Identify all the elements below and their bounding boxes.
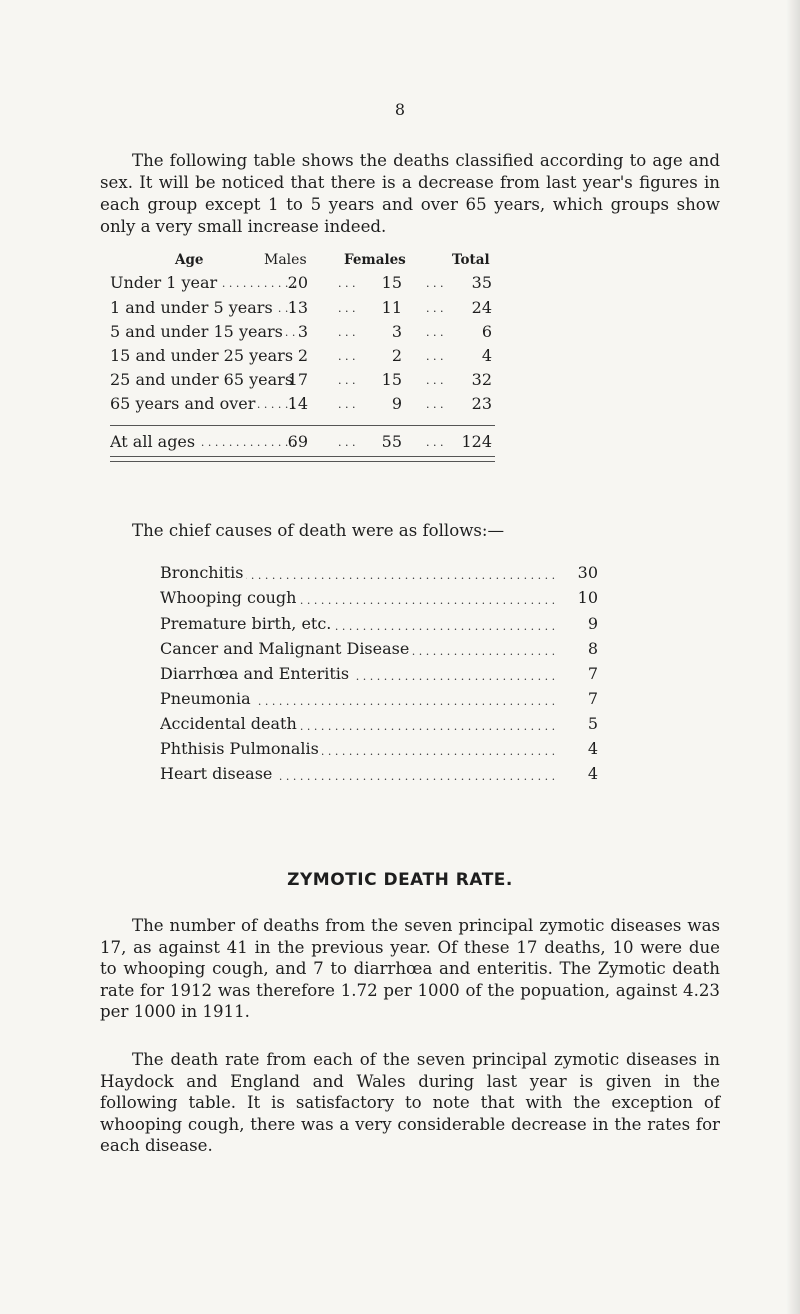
cause-name: Cancer and Malignant Disease . . . [160,639,560,658]
leader-dots: . . . [426,302,444,315]
zymotic-paragraph-1: The number of deaths from the seven principal zymotic diseases was 17, as against 41 in the previous year. Of these 17 deaths, 10 were due to whooping cough, and 7 to diarrhœa and enteritis. The Zymotic death rate for 1912 was therefore 1.72 per 1000 of the popuation, against 4.23 per 1000 in 1911. [100,916,720,1021]
table-row [0,273,800,295]
cause-count: 8 [558,639,598,658]
page-edge-shadow [786,0,800,1314]
leader-dots: . . . [338,277,356,290]
age-label: At all ages . . . [110,432,300,451]
leader-dots: . . . [426,350,444,363]
cause-count: 10 [558,588,598,607]
section-heading: ZYMOTIC DEATH RATE. [287,870,513,890]
males-value: 3 [297,322,308,341]
total-value: 35 [471,273,492,292]
age-label: 15 and under 25 years . . . [110,346,300,365]
females-value: 15 [381,273,402,292]
males-value: 20 [287,273,308,292]
grand-total: 124 [461,432,492,451]
leader-dots: . . . [338,302,356,315]
leader-dots: . . . [338,374,356,387]
list-item [160,764,598,789]
leader-dots: . . . [426,326,444,339]
table-row [0,394,800,416]
males-value: 13 [287,298,308,317]
table-row [0,370,800,392]
cause-name: Premature birth, etc. . . . [160,614,560,633]
cause-name: Heart disease . . . [160,764,560,783]
table-total-row [0,432,800,454]
females-value: 11 [381,298,402,317]
table-row [0,298,800,320]
cause-count: 7 [558,664,598,683]
males-value: 14 [287,394,308,413]
list-item [160,563,598,588]
leader-dots: . . . [338,326,356,339]
header-males: Males [264,252,307,268]
leader-dots: . . . [426,374,444,387]
cause-count: 9 [558,614,598,633]
causes-intro: The chief causes of death were as follows:— [132,521,505,540]
list-item [160,714,598,739]
total-value: 4 [481,346,492,365]
cause-name: Accidental death . . . [160,714,560,733]
total-value: 23 [471,394,492,413]
cause-count: 4 [558,739,598,758]
list-item [160,689,598,714]
age-label: Under 1 year . . . [110,273,300,292]
leader-dots: . . . [426,277,444,290]
age-label: 1 and under 5 years . . . [110,298,300,317]
zymotic-paragraph-2: The death rate from each of the seven principal zymotic diseases in Haydock and England and Wales during last year is given in the following table. It is satisfactory to note that with the exception of whooping cough, there was a very considerable decrease in the rates for each disease. [100,1050,720,1155]
females-value: 3 [391,322,402,341]
females-value: 9 [391,394,402,413]
header-females: Females [344,252,406,268]
leader-dots: . . . [426,436,444,449]
males-value: 2 [297,346,308,365]
cause-name: Phthisis Pulmonalis . . . [160,739,560,758]
header-age: Age [175,252,204,268]
intro-paragraph: The following table shows the deaths classified according to age and sex. It will be noticed that there is a decrease from last year's figures in each group except 1 to 5 years and over 65 years, which groups show only a very small increase indeed. [100,151,720,236]
table-row [0,346,800,368]
males-value: 17 [287,370,308,389]
leader-dots: . . . [338,398,356,411]
males-total: 69 [287,432,308,451]
list-item [160,739,598,764]
age-label: 65 years and over . . . [110,394,300,413]
table-double-rule [110,456,495,462]
cause-count: 30 [558,563,598,582]
total-value: 32 [471,370,492,389]
leader-dots: . . . [426,398,444,411]
cause-name: Pneumonia . . . [160,689,560,708]
leader-dots: . . . [338,436,356,449]
females-total: 55 [381,432,402,451]
list-item [160,639,598,664]
cause-name: Whooping cough . . . [160,588,560,607]
cause-count: 7 [558,689,598,708]
total-value: 24 [471,298,492,317]
cause-count: 5 [558,714,598,733]
table-rule [110,425,495,426]
header-total: Total [452,252,490,268]
leader-dots: . . . [338,350,356,363]
list-item [160,664,598,689]
list-item [160,588,598,613]
table-row [0,322,800,344]
page-number: 8 [394,100,406,119]
cause-name: Diarrhœa and Enteritis . . . [160,664,560,683]
list-item [160,614,598,639]
females-value: 2 [391,346,402,365]
total-value: 6 [481,322,492,341]
age-label: 25 and under 65 years . . . [110,370,300,389]
cause-name: Bronchitis . . . [160,563,560,582]
cause-count: 4 [558,764,598,783]
age-label: 5 and under 15 years . . . [110,322,300,341]
females-value: 15 [381,370,402,389]
